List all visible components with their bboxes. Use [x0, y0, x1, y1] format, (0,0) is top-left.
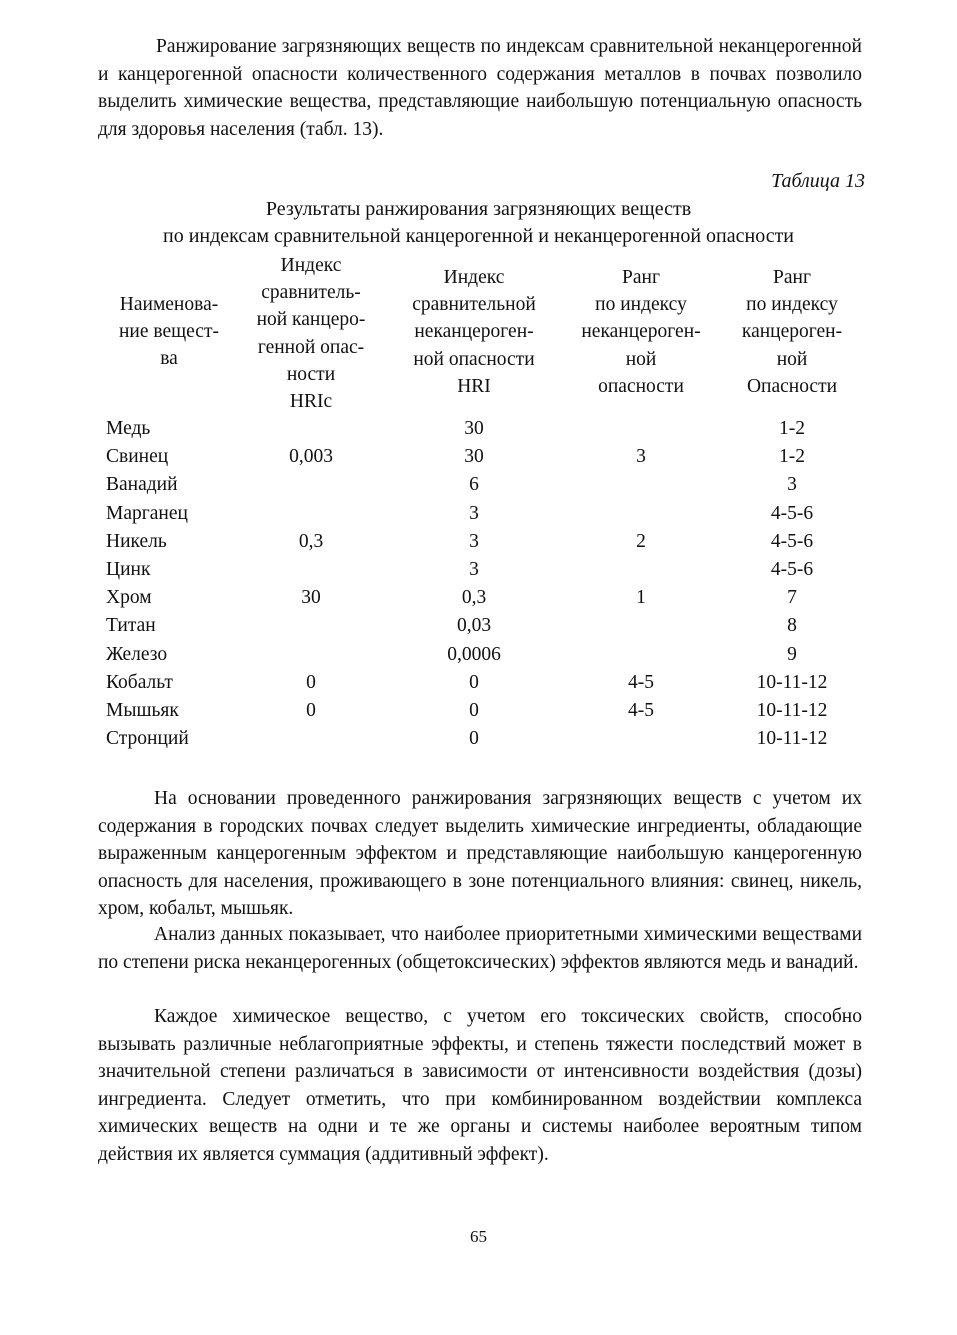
table-caption-line-2: по индексам сравнительной канцерогенной и неканцерогенной опасности — [162, 225, 795, 247]
table-row — [0, 641, 957, 669]
page-number: 65 — [470, 1227, 487, 1246]
table-row — [0, 471, 957, 499]
header-line: Опасности — [746, 375, 838, 397]
header-line: Ранг — [622, 267, 660, 288]
cell-hri: 3 — [469, 530, 479, 552]
cell-hri: 3 — [469, 558, 479, 580]
cell-substance-name: Марганец — [106, 502, 188, 524]
table-label: Таблица 13 — [771, 170, 865, 192]
cell-rank-carcinogenic: 3 — [787, 474, 797, 496]
header-line: канцероген- — [741, 321, 843, 343]
cell-rank-carcinogenic: 10-11-12 — [756, 671, 828, 693]
table-caption-line-1: Результаты ранжирования загрязняющих веществ — [265, 198, 692, 220]
table-row — [0, 669, 957, 697]
cell-rank-carcinogenic: 4-5-6 — [770, 558, 814, 580]
header-line: Индекс — [280, 255, 342, 276]
cell-hri: 0 — [469, 728, 479, 750]
header-line: HRIc — [289, 391, 333, 413]
cell-rank-carcinogenic: 10-11-12 — [756, 699, 828, 721]
cell-hric: 0 — [306, 671, 316, 693]
header-line: сравнитель- — [261, 282, 361, 304]
cell-hri: 0,0006 — [447, 643, 501, 665]
cell-substance-name: Мышьяк — [106, 699, 179, 721]
cell-hric: 0 — [306, 699, 316, 721]
cell-hri: 0 — [469, 671, 479, 693]
header-line: ние вещест- — [119, 321, 219, 343]
cell-rank-noncarcinogenic: 2 — [636, 530, 646, 552]
header-line: неканцероген- — [414, 321, 534, 343]
cell-hri: 0,3 — [461, 587, 487, 609]
cell-substance-name: Цинк — [106, 558, 151, 580]
cell-substance-name: Стронций — [106, 728, 189, 750]
cell-rank-noncarcinogenic: 4-5 — [628, 671, 654, 693]
table-row — [0, 443, 957, 471]
header-line: опасности — [598, 375, 684, 397]
cell-rank-noncarcinogenic: 1 — [636, 587, 646, 609]
cell-substance-name: Железо — [106, 643, 168, 665]
paragraph-noncarcinogenic-priority: Анализ данных показывает, что наиболее приоритетными химическими веществами по степени риска неканцерогенных (общетоксических) эффектов являются медь и ванадий. — [98, 924, 862, 973]
table-row — [0, 612, 957, 640]
header-line: по индексу — [595, 294, 687, 316]
header-line: сравнительной — [412, 294, 536, 316]
table-row — [0, 500, 957, 528]
paragraph-carcinogenic-conclusion: На основании проведенного ранжирования загрязняющих веществ с учетом их содержания в городских почвах следует выделить химические ингредиенты, обладающие выраженным канцерогенным эффектом и представляющие наибольшую канцерогенную опасность для населения, проживающего в зоне потенциального влияния: свинец, никель, хром, кобальт, мышьяк. — [98, 788, 862, 920]
header-line: HRI — [457, 375, 491, 397]
header-line: ной опасности — [413, 348, 535, 370]
cell-hri: 0 — [469, 699, 479, 721]
header-line: неканцероген- — [581, 321, 701, 343]
cell-substance-name: Свинец — [106, 446, 169, 468]
cell-hri: 3 — [469, 502, 479, 524]
header-rank-carcinogenic — [722, 264, 862, 400]
header-line: ва — [160, 348, 178, 370]
table-row — [0, 725, 957, 753]
cell-rank-carcinogenic: 8 — [787, 615, 797, 637]
table-row — [0, 584, 957, 612]
cell-rank-carcinogenic: 1-2 — [779, 418, 805, 439]
cell-rank-carcinogenic: 9 — [787, 643, 797, 665]
header-hric-index — [236, 252, 386, 415]
header-line: генной опас- — [257, 336, 365, 358]
cell-hri: 30 — [464, 446, 484, 468]
cell-rank-carcinogenic: 10-11-12 — [756, 728, 828, 750]
cell-hri: 6 — [469, 474, 479, 496]
cell-hric: 0,003 — [289, 446, 333, 468]
header-line: ной канцеро- — [256, 309, 366, 331]
cell-rank-carcinogenic: 4-5-6 — [770, 530, 814, 552]
header-line: Ранг — [773, 267, 811, 288]
cell-rank-carcinogenic: 1-2 — [779, 446, 805, 468]
table-body — [0, 415, 957, 753]
intro-paragraph: Ранжирование загрязняющих веществ по индексам сравнительной неканцерогенной и канцерогенной опасности количественного содержания металлов в почвах позволило выделить химические вещества, представляющие наибольшую потенциальную опасность для здоровья населения (табл. 13). — [98, 36, 862, 140]
header-line: ной — [625, 348, 657, 370]
cell-substance-name: Титан — [106, 615, 156, 637]
cell-substance-name: Ванадий — [106, 474, 178, 496]
cell-hri: 30 — [464, 418, 484, 439]
paragraph-combined-effects: Каждое химическое вещество, с учетом его токсических свойств, способно вызывать различные неблагоприятные эффекты, и степень тяжести последствий может в значительной степени различаться в зависимости от интенсивности воздействия (дозы) ингредиента. Следует отметить, что при комбинированном воздействии комплекса химических веществ на одни и те же органы и системы наиболее вероятным типом действия их является суммация (аддитивный эффект). — [98, 1006, 862, 1165]
header-line: Наименова- — [119, 294, 219, 315]
cell-rank-carcinogenic: 4-5-6 — [770, 502, 814, 524]
cell-rank-carcinogenic: 7 — [787, 587, 797, 609]
cell-substance-name: Хром — [106, 587, 152, 609]
table-row — [0, 556, 957, 584]
cell-hric: 0,3 — [298, 530, 324, 552]
cell-substance-name: Медь — [106, 418, 151, 439]
header-hri-index — [394, 264, 554, 400]
header-line: ной — [776, 348, 808, 370]
table-row — [0, 528, 957, 556]
table-row — [0, 415, 957, 443]
cell-rank-noncarcinogenic: 3 — [636, 446, 646, 468]
cell-hri: 0,03 — [456, 615, 492, 637]
header-rank-noncarcinogenic — [562, 264, 720, 400]
cell-hric: 30 — [301, 587, 321, 609]
header-line: Индекс — [443, 267, 505, 288]
cell-substance-name: Никель — [106, 530, 167, 552]
header-substance-name — [98, 291, 240, 373]
header-line: по индексу — [746, 294, 838, 316]
table-row — [0, 697, 957, 725]
header-line: ности — [286, 363, 336, 385]
cell-rank-noncarcinogenic: 4-5 — [628, 699, 654, 721]
cell-substance-name: Кобальт — [106, 671, 173, 693]
